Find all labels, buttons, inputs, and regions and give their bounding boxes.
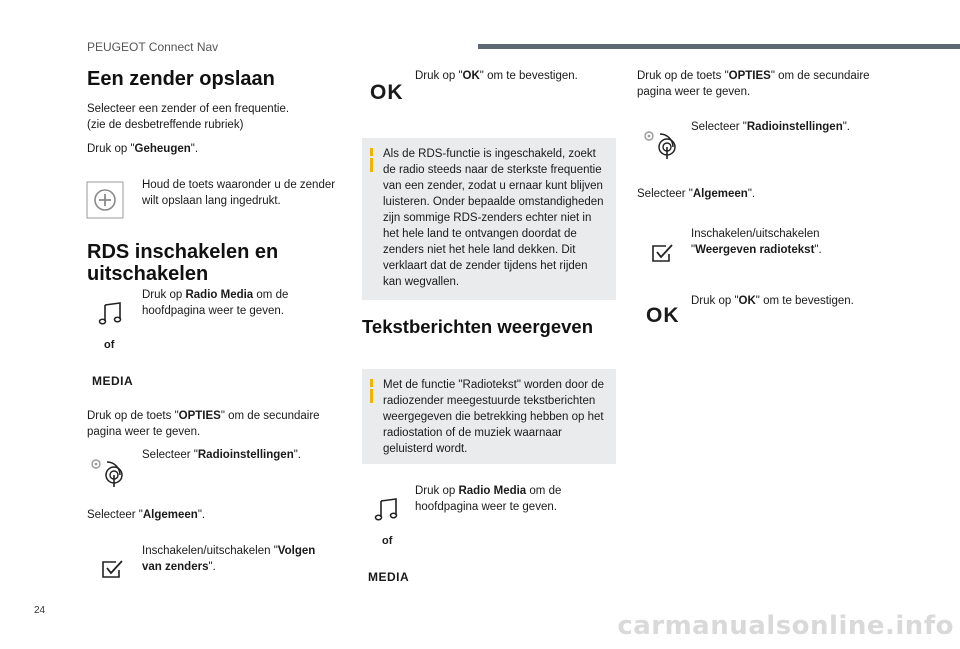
text: Druk op xyxy=(142,289,186,301)
step-general xyxy=(637,186,755,202)
info-icon-bar xyxy=(370,389,373,403)
text-bold: OK xyxy=(462,70,480,82)
text: Selecteer " xyxy=(142,449,198,461)
text-bold: OK xyxy=(738,295,756,307)
media-button-label: MEDIA xyxy=(368,570,410,584)
text-bold: Radio Media xyxy=(185,289,254,301)
running-header: PEUGEOT Connect Nav xyxy=(87,40,219,54)
text: ". xyxy=(814,244,822,256)
text: " om de secundaire pagina weer te geven. xyxy=(637,70,870,98)
text-line: Inschakelen/uitschakelen xyxy=(691,228,820,240)
text-bold: OPTIES xyxy=(728,70,771,82)
info-box-radiotext xyxy=(362,369,616,464)
text: Selecteer " xyxy=(87,509,143,521)
heading-save-station: Een zender opslaan xyxy=(87,68,275,90)
music-note-icon xyxy=(98,302,124,326)
step-hold-key: Houd de toets waaronder u de zender wilt opslaan lang ingedrukt. xyxy=(142,179,336,207)
text-bold: Algemeen xyxy=(142,509,198,521)
paragraph-select-station xyxy=(87,101,337,133)
text: om de hoofdpagina weer te geven. xyxy=(415,485,562,513)
music-note-icon xyxy=(374,498,400,522)
text: ". xyxy=(842,121,850,133)
info-icon-bar xyxy=(370,158,373,172)
text: " om te bevestigen. xyxy=(755,295,854,307)
text-bold: OPTIES xyxy=(178,410,221,422)
text: om de hoofdpagina weer te geven. xyxy=(142,289,289,317)
checkbox-icon xyxy=(101,559,125,579)
text: ". xyxy=(208,561,216,573)
add-memory-icon xyxy=(86,181,124,219)
info-text: Met de functie "Radiotekst" worden door de radiozender meegestuurde tekstberichten weergegeven die betrekking hebben op het radiostation of de muziek waarnaar geluisterd wordt. xyxy=(383,379,605,455)
step-radio-media xyxy=(415,483,605,515)
text: Druk op " xyxy=(415,70,463,82)
step-ok-confirm xyxy=(415,68,578,84)
text: Druk op " xyxy=(87,143,135,155)
watermark: carmanualsonline.info xyxy=(617,611,954,641)
step-options xyxy=(637,68,892,100)
text: Selecteer " xyxy=(637,188,693,200)
text-bold: Radioinstellingen xyxy=(197,449,294,461)
heading-text-messages: Tekstberichten weergeven xyxy=(362,316,593,337)
text-bold: Algemeen xyxy=(692,188,748,200)
text-bold: Radio Media xyxy=(458,485,527,497)
page-number: 24 xyxy=(34,605,46,616)
text-bold: Radioinstellingen xyxy=(746,121,843,133)
text: Druk op xyxy=(415,485,459,497)
or-label: of xyxy=(104,339,115,351)
text: " om de secundaire pagina weer te geven. xyxy=(87,410,320,438)
text: ". xyxy=(747,188,756,200)
step-options xyxy=(87,408,342,440)
radio-settings-icon xyxy=(88,453,128,489)
ok-button-label: OK xyxy=(370,81,404,104)
radio-settings-icon xyxy=(641,125,681,161)
text-line: (zie de desbetreffende rubriek) xyxy=(87,119,244,131)
ok-button-label: OK xyxy=(646,304,680,327)
step-general xyxy=(87,507,205,523)
info-icon xyxy=(370,379,373,387)
step-radio-settings xyxy=(691,119,850,135)
text: " xyxy=(691,244,696,256)
text-bold: Weergeven radiotekst xyxy=(695,244,815,256)
text: ". xyxy=(197,509,206,521)
step-show-radiotext xyxy=(691,226,891,258)
step-radio-settings xyxy=(142,447,301,463)
step-ok-confirm xyxy=(691,293,854,309)
info-text: Als de RDS-functie is ingeschakeld, zoekt de radio steeds naar de sterkste frequentie van een zender, zodat u ernaar kunt blijven luisteren. Onder bepaalde omstandigheden zijn sommige RDS-zenders echter niet in het hele land te ontvangen doordat de zenders niet het hele land dekken. Dit verklaart dat de zender tijdens het rijden kan wegvallen. xyxy=(383,148,604,288)
heading-rds: RDS inschakelen en uitschakelen xyxy=(87,241,279,285)
text: ". xyxy=(293,449,301,461)
text: " om te bevestigen. xyxy=(479,70,578,82)
header-bar xyxy=(478,44,960,49)
text-bold: Volgen van zenders xyxy=(142,545,316,573)
text: Druk op de toets " xyxy=(87,410,179,422)
text-bold: Geheugen xyxy=(134,143,191,155)
step-radio-media xyxy=(142,287,332,319)
checkbox-icon xyxy=(651,243,675,263)
text: Druk op " xyxy=(691,295,739,307)
text: Selecteer " xyxy=(691,121,747,133)
text: ". xyxy=(190,143,199,155)
info-icon xyxy=(370,148,373,156)
or-label: of xyxy=(382,535,393,547)
text: Druk op de toets " xyxy=(637,70,729,82)
text: Inschakelen/uitschakelen " xyxy=(142,545,278,557)
step-follow-stations xyxy=(142,543,337,575)
paragraph-memory xyxy=(87,141,198,157)
info-box-rds xyxy=(362,138,616,300)
media-button-label: MEDIA xyxy=(92,374,134,388)
text-line: Selecteer een zender of een frequentie. xyxy=(87,103,290,115)
